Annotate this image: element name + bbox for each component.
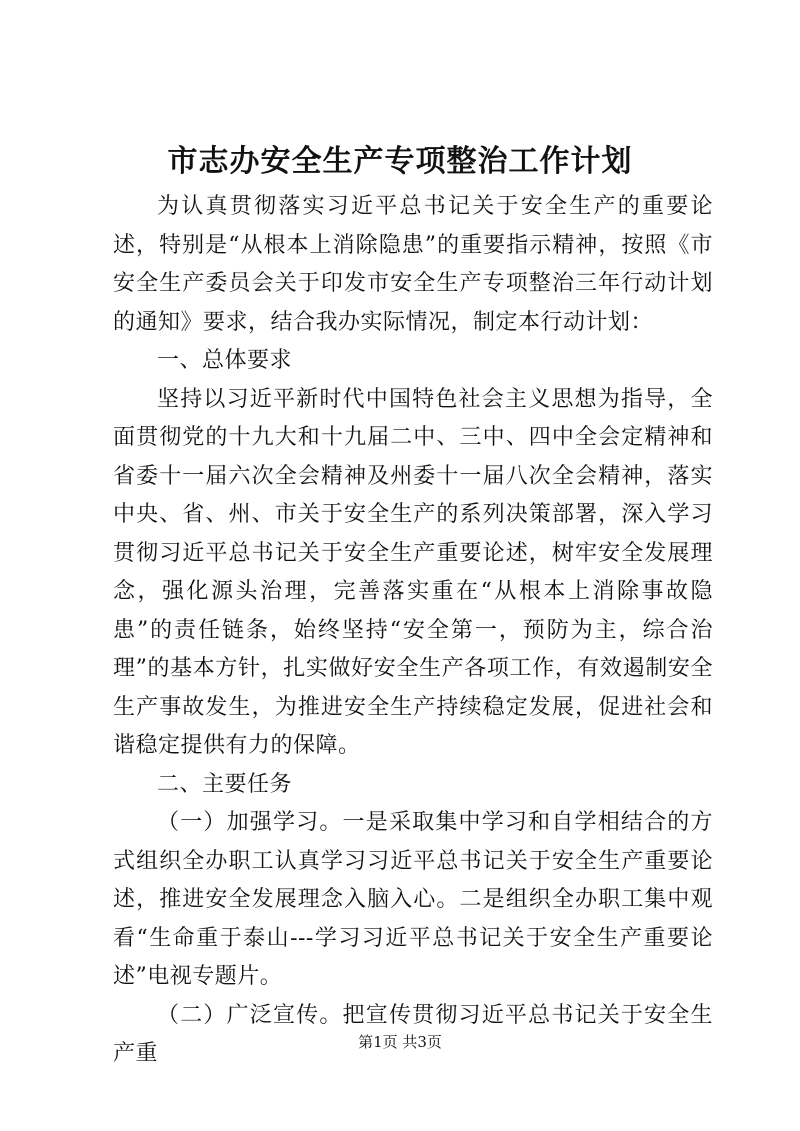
task-strengthen-learning-paragraph: （一）加强学习。一是采取集中学习和自学相结合的方式组织全办职工认真学习习近平总书记关于安全生产重要论述，推进安全发展理念入脑入心。二是组织全办职工集中观看“生命重于泰山---学习习近平总书记关于安全生产重要论述”电视专题片。 <box>113 810 713 989</box>
task-publicity-paragraph: （二）广泛宣传。把宣传贯彻习近平总书记关于安全生产重 <box>113 1002 713 1066</box>
document-body <box>113 188 713 1074</box>
intro-paragraph: 为认真贯彻落实习近平总书记关于安全生产的重要论述，特别是“从根本上消除隐患”的重要指示精神，按照《市安全生产委员会关于印发市安全生产专项整治三年行动计划的通知》要求，结合我办实际情况，制定本行动计划： <box>113 194 713 335</box>
page-number-footer: 第1页 共3页 <box>358 1033 442 1051</box>
section-heading-general-requirements: 一、总体要求 <box>157 348 293 373</box>
document-title: 市志办安全生产专项整治工作计划 <box>167 144 633 179</box>
section-heading-main-tasks: 二、主要任务 <box>157 771 293 797</box>
general-requirements-paragraph: 坚持以习近平新时代中国特色社会主义思想为指导，全面贯彻党的十九大和十九届二中、三中、四中全会定精神和省委十一届六次全会精神及州委十一届八次全会精神，落实中央、省、州、市关于安全生产的系列决策部署，深入学习贯彻习近平总书记关于安全生产重要论述，树牢安全发展理念，强化源头治理，完善落实重在“从根本上消除事故隐患”的责任链条，始终坚持“安全第一，预防为主，综合治理”的基本方针，扎实做好安全生产各项工作，有效遏制安全生产事故发生，为推进安全生产持续稳定发展，促进社会和谐稳定提供有力的保障。 <box>113 386 713 758</box>
